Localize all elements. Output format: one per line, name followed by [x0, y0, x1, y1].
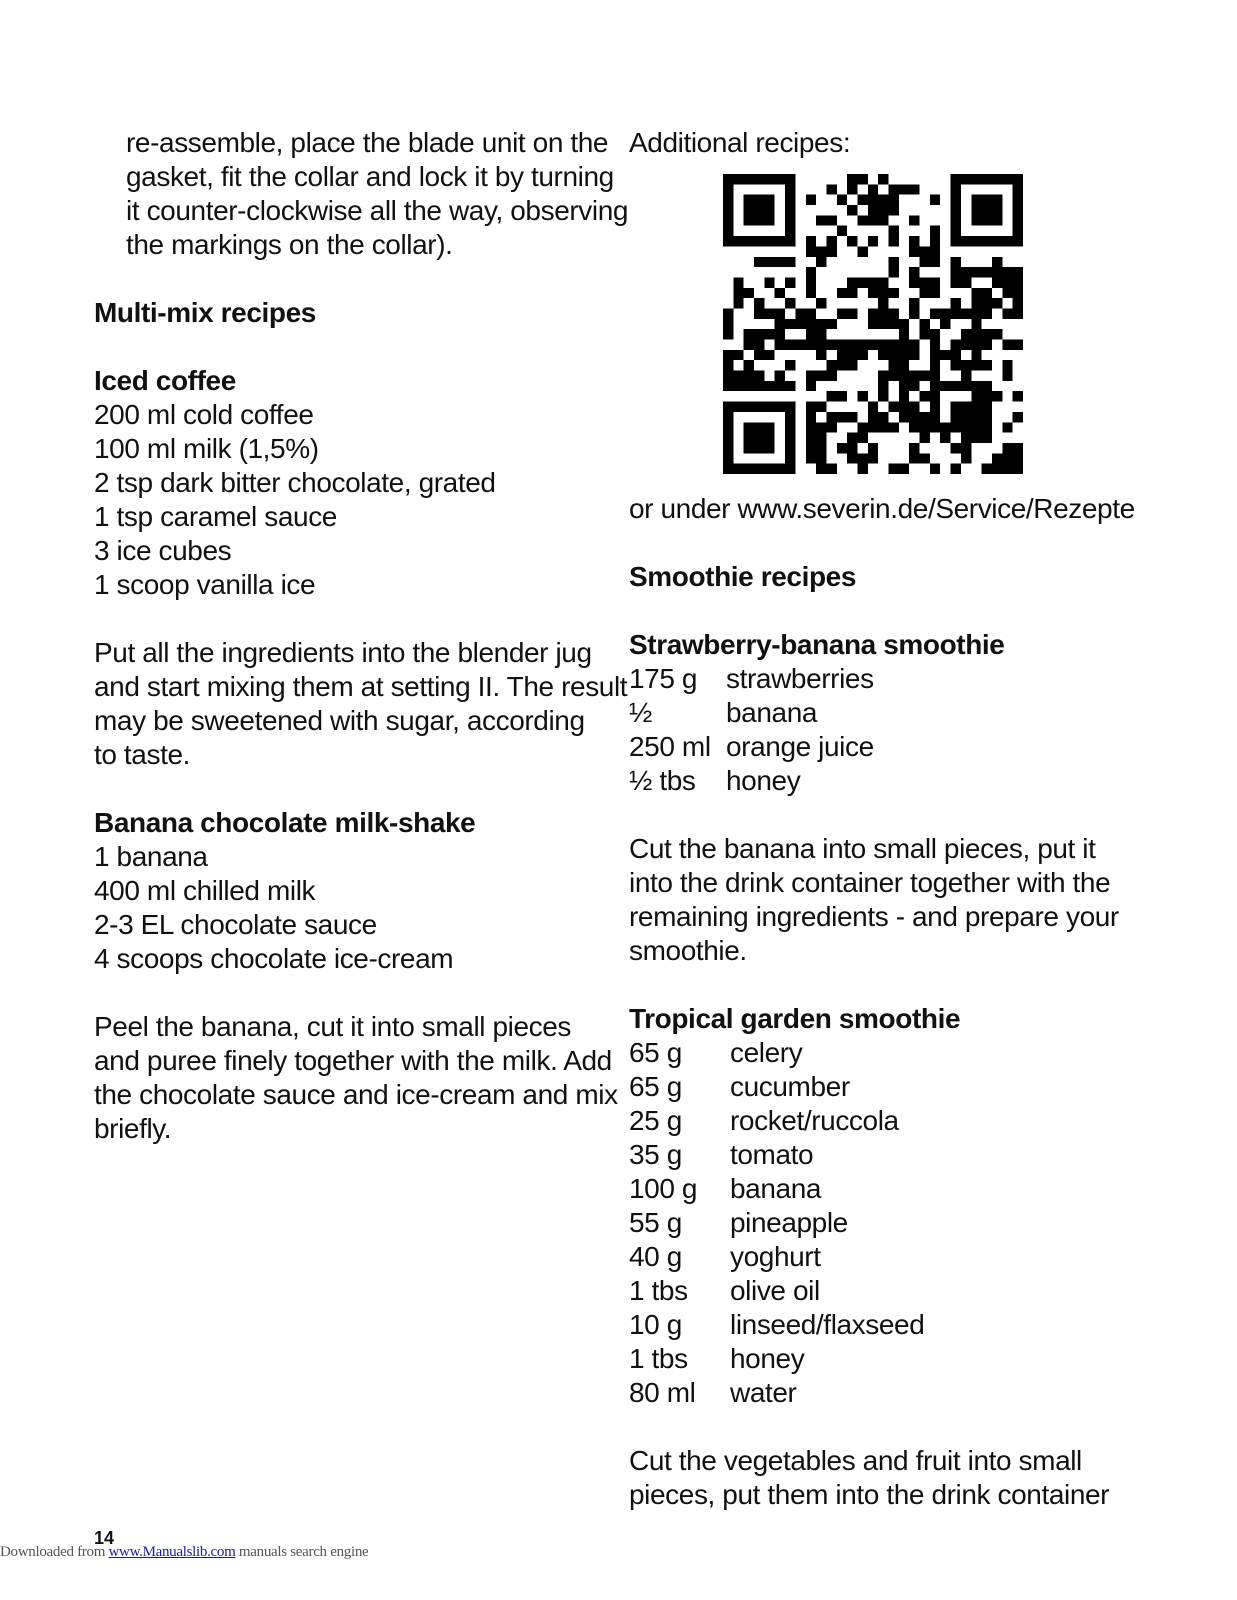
ingredient-row	[629, 1206, 1129, 1240]
ingredient-qty: 1 tbs	[629, 1275, 688, 1306]
ingredient-row	[629, 1274, 1129, 1308]
ingredient-item: orange juice	[726, 731, 874, 762]
text-line: Cut the vegetables and fruit into small	[629, 1445, 1082, 1476]
text-line: remaining ingredients - and prepare your	[629, 901, 1119, 932]
footer-suffix: manuals search engine	[235, 1544, 369, 1560]
recipe-title-tropical: Tropical garden smoothie	[629, 1003, 961, 1034]
ingredient-row	[629, 1376, 1129, 1410]
text-line: the chocolate sauce and ice-cream and mix	[94, 1079, 618, 1110]
ingredient-qty: 175 g	[629, 663, 698, 694]
recipe-title-iced-coffee: Iced coffee	[94, 365, 236, 396]
additional-recipes-label: Additional recipes:	[629, 127, 851, 158]
text-line: pieces, put them into the drink container	[629, 1479, 1110, 1510]
ingredient-row	[629, 662, 1129, 696]
ingredient-item: linseed/flaxseed	[730, 1309, 925, 1340]
footer-prefix: Downloaded from	[0, 1544, 109, 1560]
text-line: to taste.	[94, 739, 191, 770]
instructions-strawberry	[629, 832, 1129, 968]
ingredient-item: olive oil	[730, 1275, 820, 1306]
recipe-title-banana-shake: Banana chocolate milk-shake	[94, 807, 476, 838]
section-title-multimix: Multi-mix recipes	[94, 297, 316, 328]
text-line: re-assemble, place the blade unit on the	[126, 127, 609, 158]
ingredient-qty: 25 g	[629, 1105, 682, 1136]
ingredient-item: water	[730, 1377, 797, 1408]
ingredient-row	[629, 730, 1129, 764]
ingredient-item: rocket/ruccola	[730, 1105, 899, 1136]
ingredient-qty: ½	[629, 697, 652, 728]
text-line: may be sweetened with sugar, according	[94, 705, 585, 736]
text-line: smoothie.	[629, 935, 747, 966]
ingredient-qty: 55 g	[629, 1207, 682, 1238]
page-number: 14	[94, 1528, 115, 1548]
ingredient-item: banana	[726, 697, 818, 728]
ingredient-item: cucumber	[730, 1071, 850, 1102]
download-footer	[0, 1544, 368, 1561]
qr-code-graphic	[723, 174, 1023, 474]
right-column	[629, 126, 1135, 1512]
left-column	[94, 126, 629, 1146]
recipe-title-strawberry: Strawberry-banana smoothie	[629, 629, 1005, 660]
ingredient-qty: 65 g	[629, 1037, 682, 1068]
manualslib-link[interactable]: www.Manualslib.com	[108, 1544, 236, 1560]
ingredient-item: pineapple	[730, 1207, 848, 1238]
ingredient-qty: ½ tbs	[629, 765, 696, 796]
list-item: 1 scoop vanilla ice	[94, 569, 316, 600]
ingredient-item: yoghurt	[730, 1241, 821, 1272]
list-item: 2-3 EL chocolate sauce	[94, 909, 377, 940]
text-line: Peel the banana, cut it into small pieces	[94, 1011, 572, 1042]
text-line: and start mixing them at setting II. The result	[94, 671, 628, 702]
ingredient-qty: 100 g	[629, 1173, 698, 1204]
text-line: and puree finely together with the milk. Add	[94, 1045, 612, 1076]
ingredient-qty: 35 g	[629, 1139, 682, 1170]
text-line: into the drink container together with the	[629, 867, 1111, 898]
ingredient-qty: 250 ml	[629, 731, 711, 762]
ingredient-row	[629, 1240, 1129, 1274]
ingredient-item: banana	[730, 1173, 822, 1204]
ingredient-row	[629, 1104, 1129, 1138]
list-item: 400 ml chilled milk	[94, 875, 316, 906]
ingredient-item: honey	[730, 1343, 805, 1374]
text-line: the markings on the collar).	[126, 229, 453, 260]
text-line: briefly.	[94, 1113, 172, 1144]
list-item: 4 scoops chocolate ice-cream	[94, 943, 454, 974]
list-item: 100 ml milk (1,5%)	[94, 433, 319, 464]
ingredient-item: honey	[726, 765, 801, 796]
ingredient-table-strawberry	[629, 662, 1129, 798]
instructions-banana-shake	[94, 1010, 618, 1146]
ingredient-row	[629, 1036, 1129, 1070]
list-item: 1 banana	[94, 841, 208, 872]
list-item: 3 ice cubes	[94, 535, 232, 566]
qr-code-modules	[723, 174, 1023, 474]
ingredient-row	[629, 1138, 1129, 1172]
list-item: 1 tsp caramel sauce	[94, 501, 337, 532]
text-line: Cut the banana into small pieces, put it	[629, 833, 1096, 864]
text-line: Put all the ingredients into the blender jug	[94, 637, 592, 668]
ingredient-qty: 65 g	[629, 1071, 682, 1102]
ingredient-qty: 40 g	[629, 1241, 682, 1272]
text-line: it counter-clockwise all the way, observing	[126, 195, 629, 226]
qr-code-icon[interactable]	[723, 174, 1023, 474]
list-item: 200 ml cold coffee	[94, 399, 314, 430]
list-item: 2 tsp dark bitter chocolate, grated	[94, 467, 496, 498]
ingredient-row	[629, 1070, 1129, 1104]
ingredient-item: strawberries	[726, 663, 874, 694]
instructions-tropical	[629, 1444, 1129, 1512]
ingredient-row	[629, 1342, 1129, 1376]
ingredient-row	[629, 1172, 1129, 1206]
ingredient-table-tropical	[629, 1036, 1129, 1410]
ingredient-item: tomato	[730, 1139, 814, 1170]
ingredient-list-iced-coffee	[94, 398, 594, 602]
instructions-iced-coffee	[94, 636, 628, 772]
ingredient-row	[629, 1308, 1129, 1342]
ingredient-qty: 80 ml	[629, 1377, 696, 1408]
intro-text	[94, 126, 629, 262]
ingredient-qty: 10 g	[629, 1309, 682, 1340]
ingredient-row	[629, 696, 1129, 730]
text-line: gasket, fit the collar and lock it by turning	[126, 161, 614, 192]
section-title-smoothie: Smoothie recipes	[629, 561, 857, 592]
ingredient-list-banana-shake	[94, 840, 594, 976]
ingredient-item: celery	[730, 1037, 803, 1068]
ingredient-row	[629, 764, 1129, 798]
ingredient-qty: 1 tbs	[629, 1343, 688, 1374]
url-line: or under www.severin.de/Service/Rezepte	[629, 493, 1135, 524]
